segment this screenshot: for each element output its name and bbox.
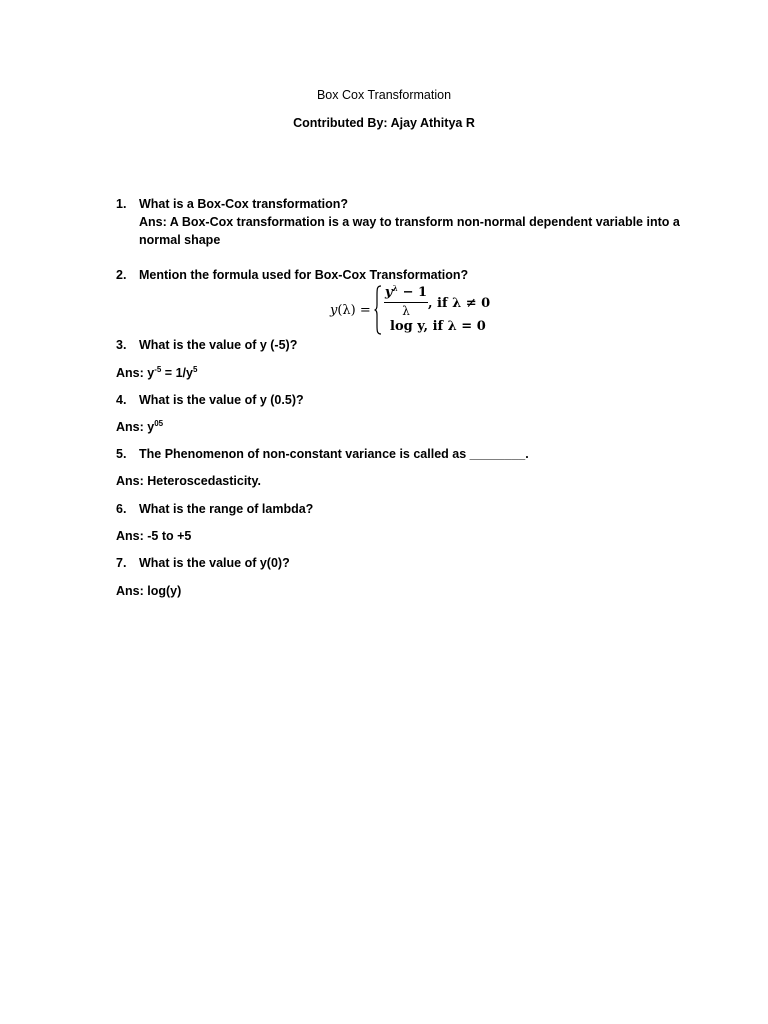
question-6-text: What is the range of lambda? — [139, 502, 314, 516]
document-title: Box Cox Transformation — [316, 88, 452, 102]
question-3-text: What is the value of y (-5)? — [139, 338, 298, 352]
answer-1-line-1: Ans: A Box-Cox transformation is a way to transform non-normal dependent variable into a — [139, 215, 680, 229]
question-2-number: 2. — [116, 268, 127, 282]
formula-case-1: , if λ ≠ 0 — [428, 296, 491, 311]
contributor-line: Contributed By: Ajay Athitya R — [293, 116, 475, 130]
formula-numerator: $y^\lambda - 1$ — [384, 283, 428, 300]
question-5-number: 5. — [116, 447, 127, 461]
answer-7: Ans: log(y) — [116, 584, 182, 598]
box-cox-formula — [330, 285, 490, 337]
formula-fraction — [384, 285, 428, 318]
answer-1-line-2: normal shape — [139, 233, 221, 247]
question-1-number: 1. — [116, 197, 127, 211]
answer-6: Ans: -5 to +5 — [116, 529, 192, 543]
formula-denominator: λ — [402, 304, 410, 318]
answer-4: Ans: $y^{05}$ — [116, 419, 164, 434]
question-7-number: 7. — [116, 556, 127, 570]
fraction-bar — [384, 302, 428, 303]
left-brace-icon — [374, 285, 382, 335]
question-3-number: 3. — [116, 338, 127, 352]
answer-5: Ans: Heteroscedasticity. — [116, 474, 261, 488]
question-6-number: 6. — [116, 502, 127, 516]
question-2-text: Mention the formula used for Box-Cox Transformation? — [139, 268, 469, 282]
answer-3: Ans: $y^{-5} = 1/y^5$ — [116, 365, 198, 380]
formula-lhs: y(λ) = — [330, 303, 371, 318]
question-4-text: What is the value of y (0.5)? — [139, 393, 304, 407]
question-1-text: What is a Box-Cox transformation? — [139, 197, 349, 211]
formula-case-2: log y, if λ = 0 — [390, 319, 486, 334]
question-5-text: The Phenomenon of non-constant variance is called as ________. — [139, 447, 529, 461]
question-7-text: What is the value of y(0)? — [139, 556, 290, 570]
question-4-number: 4. — [116, 393, 127, 407]
